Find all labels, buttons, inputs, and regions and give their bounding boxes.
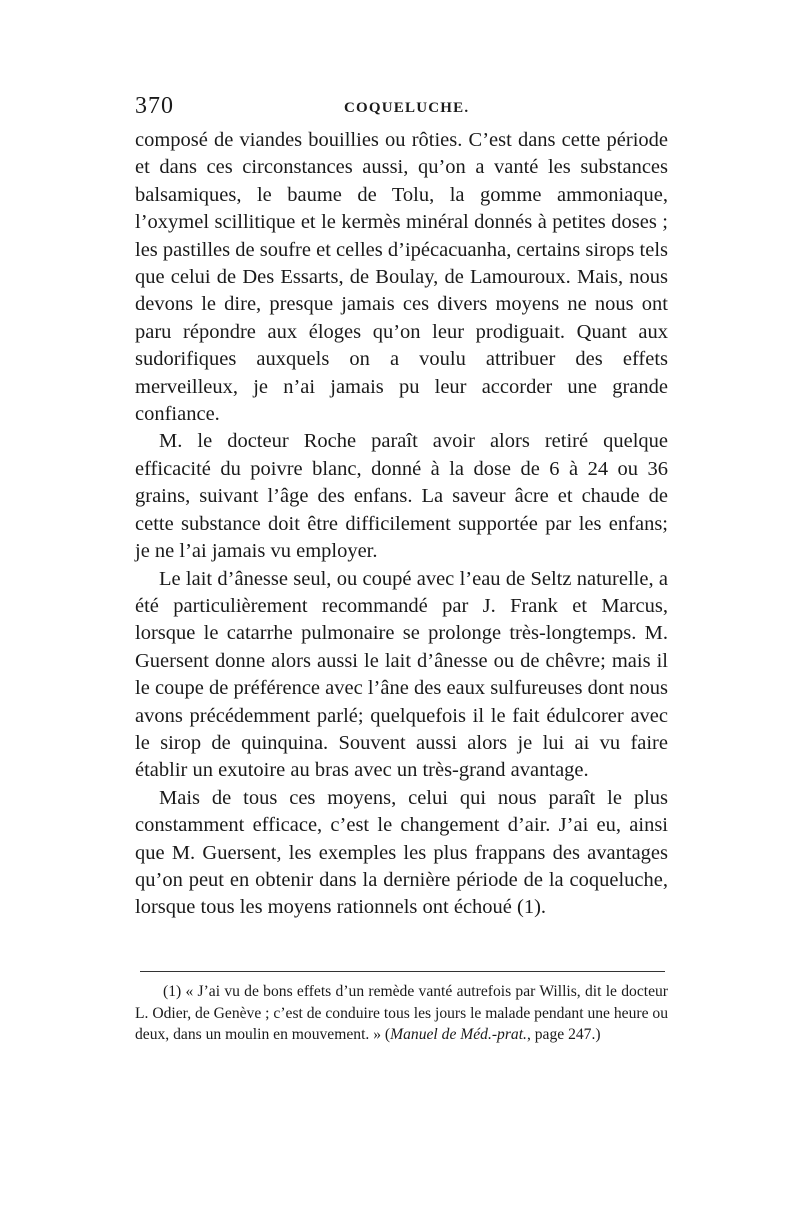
footnote-source-open: ( [384, 1026, 391, 1044]
footnote-source-page: , page 247.) [526, 1026, 601, 1044]
footnote-body: (1) « J’ai vu de bons effets d’un remède vanté autrefois par Willis, dit le docteur L. Odier, de Genève ; c’est de conduire tous les jours le malade pendant une heure ou deux, dans un moulin en mouvement. » [135, 983, 668, 1044]
footnote-rule [140, 971, 665, 972]
paragraph-continuation: composé de viandes bouillies ou rôties. C’est dans cette période et dans ces circonstances aussi, qu’on a vanté les substances balsamiques, le baume de Tolu, la gomme ammoniaque, l’oxymel scillitique et le kermès minéral donnés à petites doses ; les pastilles de soufre et celles d’ipécacuanha, certains sirops tels que celui de Des Essarts, de Boulay, de Lamouroux. Mais, nous devons le dire, presque jamais ces divers moyens ne nous ont paru répondre aux éloges qu’on leur prodiguait. Quant aux sudorifiques auxquels on a voulu attribuer des effets merveilleux, je n’ai jamais pu leur accorder une grande confiance. [135, 129, 668, 426]
paragraph-changement-air: Mais de tous ces moyens, celui qui nous paraît le plus constamment efficace, c’est le changement d’air. J’ai eu, ainsi que M. Guersent, les exemples les plus frappans des avantages qu’on peut en obtenir dans la dernière période de la coqueluche, lorsque tous les moyens rationnels ont échoué (1). [135, 786, 668, 919]
footnote [135, 981, 668, 1046]
body-text [135, 127, 668, 922]
page-number: 370 [135, 93, 174, 119]
footnote-source-title: Manuel de Méd.-prat. [390, 1026, 527, 1044]
running-head: COQUELUCHE. [344, 100, 470, 116]
paragraph-lait-anesse: Le lait d’ânesse seul, ou coupé avec l’eau de Seltz naturelle, a été particulièrement recommandé par J. Frank et Marcus, lorsque le catarrhe pulmonaire se prolonge très-longtemps. M. Guersent donne alors aussi le lait d’ânesse ou de chêvre; mais il le coupe de préférence avec l’âne des eaux sulfureuses dont nous avons précédemment parlé; quelquefois il le fait édulcorer avec le sirop de quinquina. Souvent aussi alors je lui ai vu faire établir un exutoire au bras avec un très-grand avantage. [135, 567, 668, 782]
footnote-text [135, 981, 668, 1046]
paragraph-poivre-blanc: M. le docteur Roche paraît avoir alors retiré quelque efficacité du poivre blanc, donné à la dose de 6 à 24 ou 36 grains, suivant l’âge des enfans. La saveur âcre et chaude de cette substance doit être difficilement supportée par les enfans; je ne l’ai jamais vu employer. [135, 430, 668, 563]
